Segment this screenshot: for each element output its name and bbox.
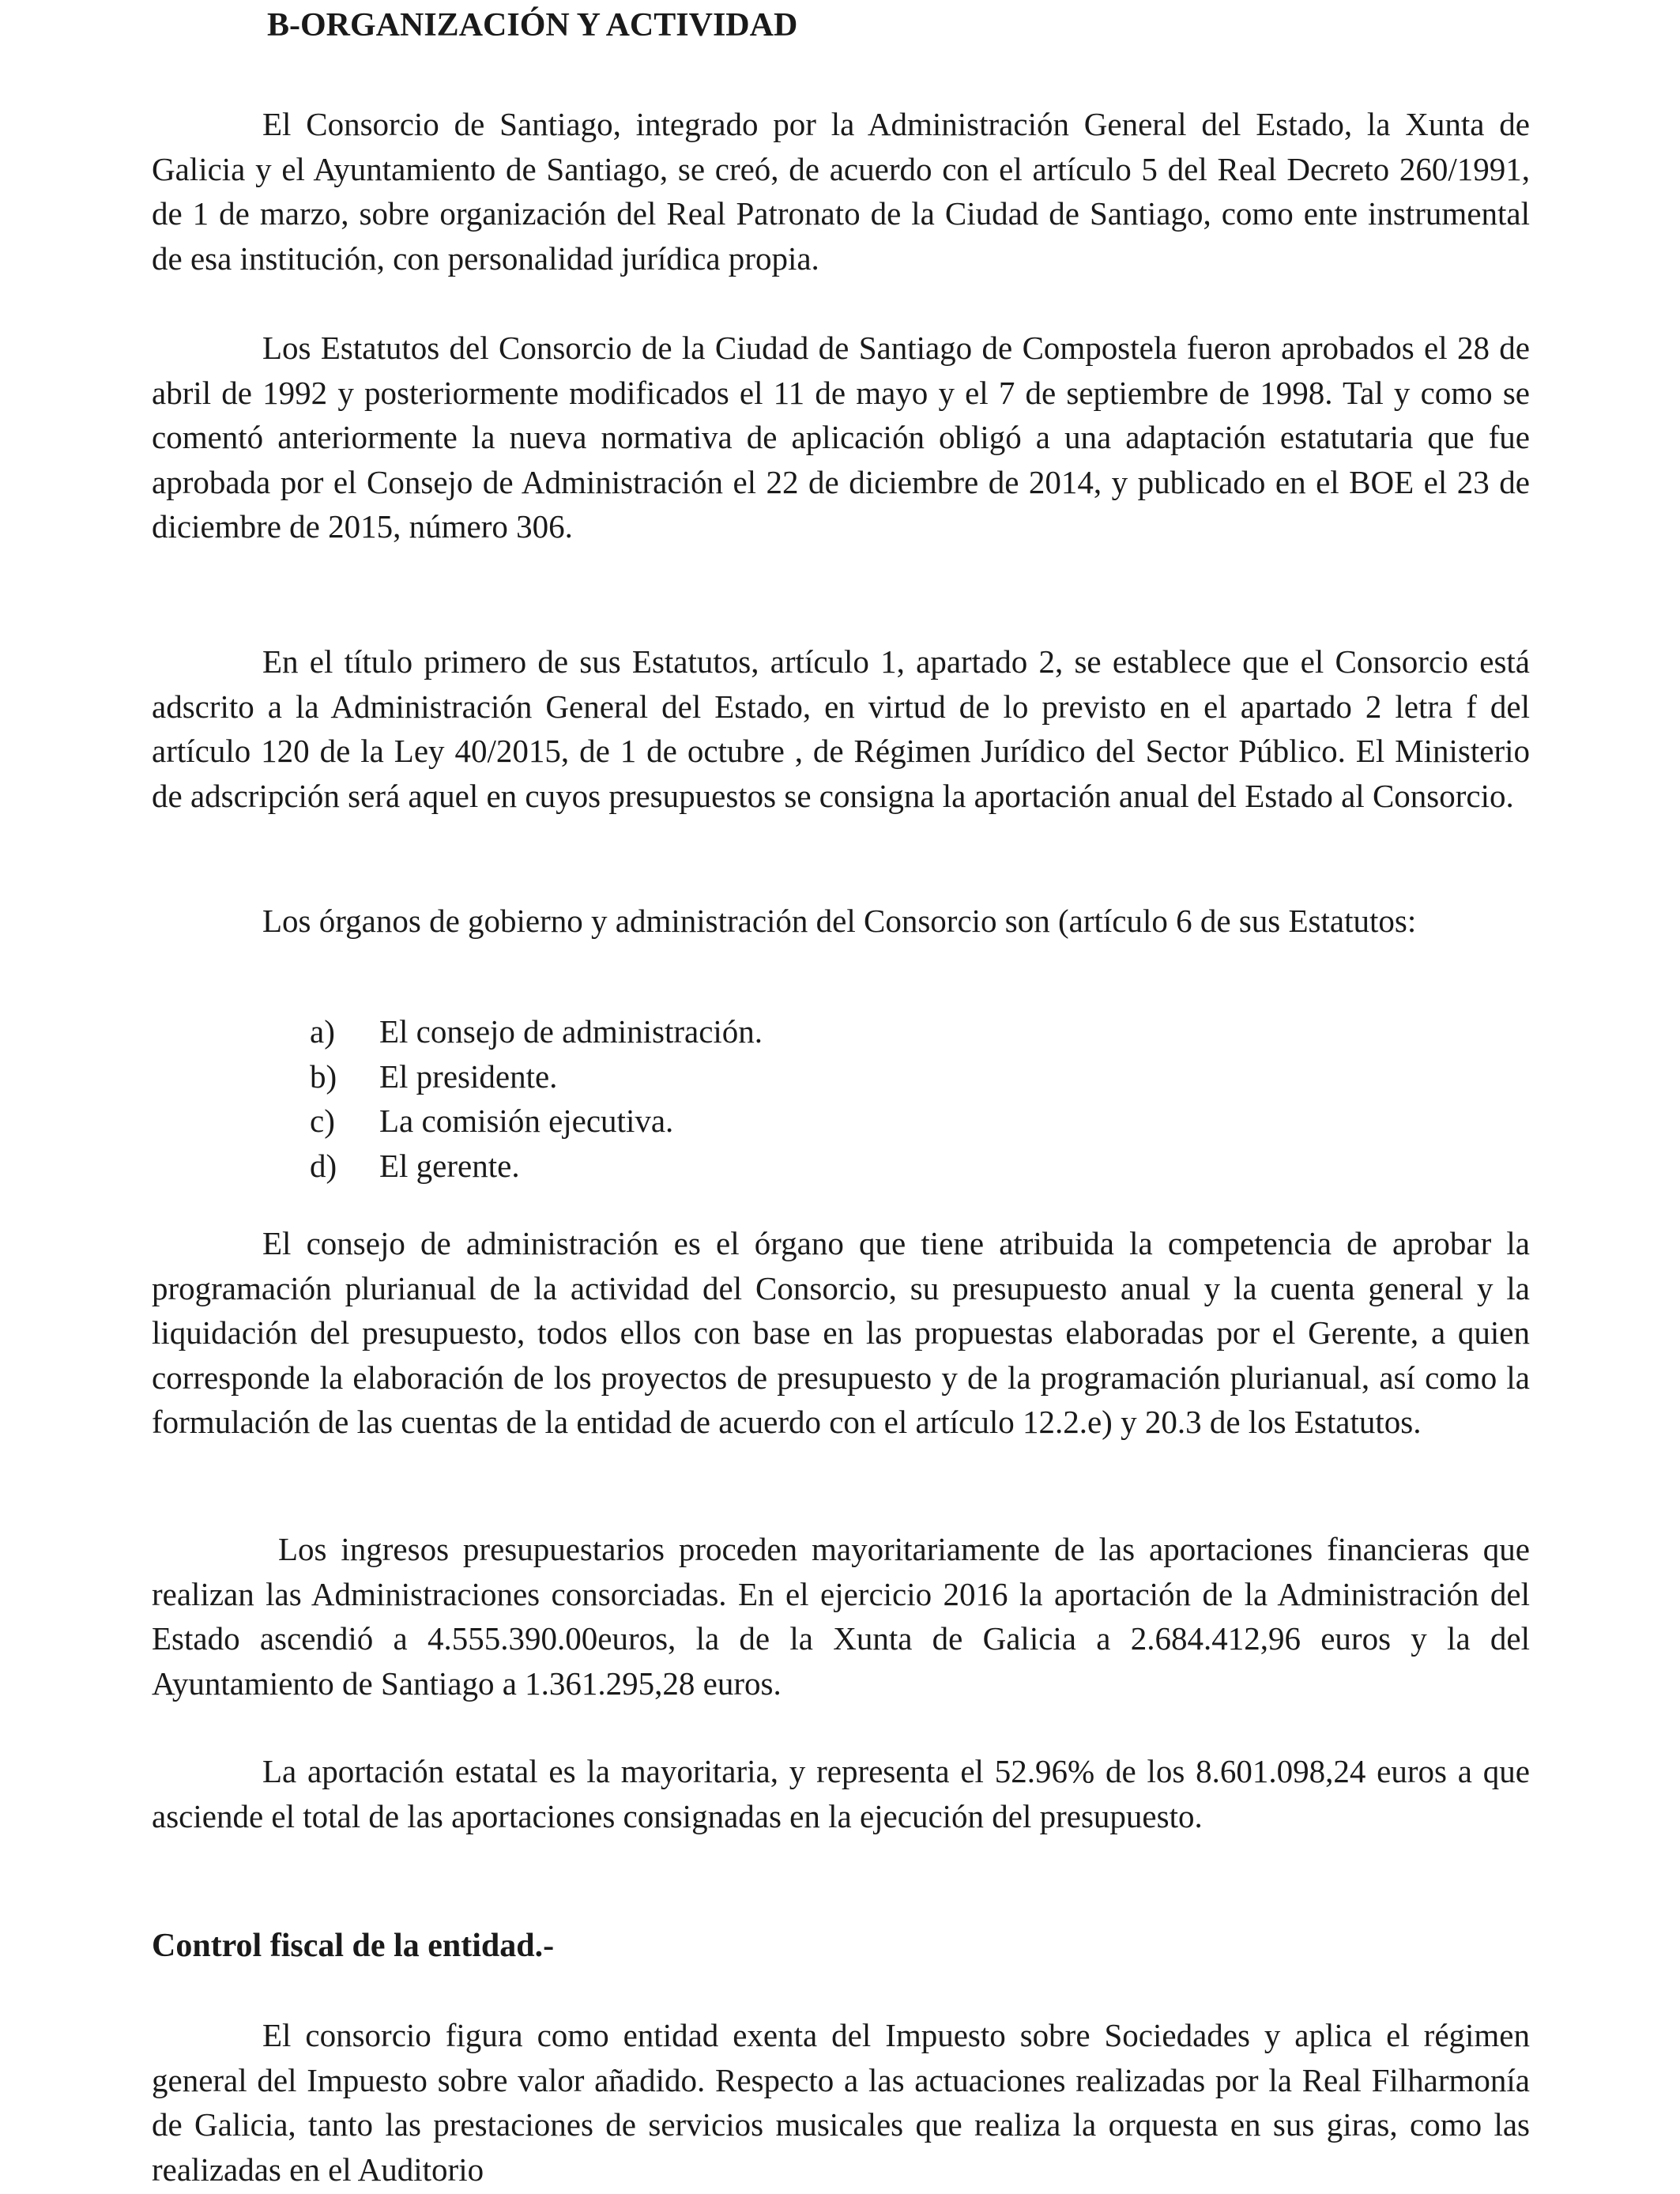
list-marker: d) [310, 1147, 337, 1184]
list-item [310, 1099, 763, 1144]
list-marker: c) [310, 1103, 335, 1140]
organs-list [310, 1009, 763, 1188]
paragraph-consejo: El consejo de administración es el órgano que tiene atribuida la competencia de aprobar la programación plurianual de la actividad del Consorcio, su presupuesto anual y la cuenta general y la liquidación del presupuesto, todos ellos con base en las propuestas elaboradas por el Gerente, a quien corresponde la elaboración de los proyectos de presupuesto y de la programación plurianual, así como la formulación de las cuentas de la entidad de acuerdo con el artículo 12.2.e) y 20.3 de los Estatutos. [152, 1225, 1530, 1441]
subsection-title: Control fiscal de la entidad.- [152, 1928, 555, 1964]
paragraph-estatutos: Los Estatutos del Consorcio de la Ciudad de Santiago de Compostela fueron aprobados el 28 de abril de 1992 y posteriormente modificados el 11 de mayo y el 7 de septiembre de 1998. Tal y como se comentó anteriormente la nueva normativa de aplicación obligó a una adaptación estatutaria que fue aprobada por el Consejo de Administración el 22 de diciembre de 2014, y publicado en el BOE el 23 de diciembre de 2015, número 306. [152, 330, 1530, 545]
list-item [310, 1054, 763, 1099]
paragraph-aportacion-estatal: La aportación estatal es la mayoritaria, y representa el 52.96% de los 8.601.098,24 euros a que asciende el total de las aportaciones consignadas en la ejecución del presupuesto. [152, 1753, 1530, 1834]
paragraph-control-fiscal: El consorcio figura como entidad exenta del Impuesto sobre Sociedades y aplica el régimen general del Impuesto sobre valor añadido. Respecto a las actuaciones realizadas por la Real Filharmonía de Galicia, tanto las prestaciones de servicios musicales que realiza la orquesta en sus giras, como las realizadas en el Auditorio [152, 2017, 1530, 2188]
paragraph-ingresos: Los ingresos presupuestarios proceden mayoritariamente de las aportaciones financieras que realizan las Administraciones consorciadas. En el ejercicio 2016 la aportación de la Administración del Estado ascendió a 4.555.390.00euros, la de la Xunta de Galicia a 2.684.412,96 euros y la del Ayuntamiento de Santiago a 1.361.295,28 euros. [152, 1531, 1530, 1702]
paragraph-adscripcion: En el título primero de sus Estatutos, artículo 1, apartado 2, se establece que el Consorcio está adscrito a la Administración General del Estado, en virtud de lo previsto en el apartado 2 letra f del artículo 120 de la Ley 40/2015, de 1 de octubre , de Régimen Jurídico del Sector Público. El Ministerio de adscripción será aquel en cuyos presupuestos se consigna la aportación anual del Estado al Consorcio. [152, 643, 1530, 814]
list-marker: a) [310, 1013, 335, 1050]
list-marker: b) [310, 1057, 337, 1095]
list-item [310, 1144, 763, 1189]
paragraph-organos-intro: Los órganos de gobierno y administración del Consorcio son (artículo 6 de sus Estatutos: [262, 903, 1417, 939]
list-item-text: El gerente. [379, 1147, 520, 1184]
paragraph-consorcio-origin: El Consorcio de Santiago, integrado por la Administración General del Estado, la Xunta de Galicia y el Ayuntamiento de Santiago, se creó, de acuerdo con el artículo 5 del Real Decreto 260/1991, de 1 de marzo, sobre organización del Real Patronato de la Ciudad de Santiago, como ente instrumental de esa institución, con personalidad jurídica propia. [152, 106, 1530, 277]
list-item-text: El consejo de administración. [379, 1013, 763, 1050]
list-item [310, 1009, 763, 1054]
section-title: B-ORGANIZACIÓN Y ACTIVIDAD [267, 7, 798, 43]
list-item-text: El presidente. [379, 1057, 558, 1095]
list-item-text: La comisión ejecutiva. [379, 1103, 674, 1140]
